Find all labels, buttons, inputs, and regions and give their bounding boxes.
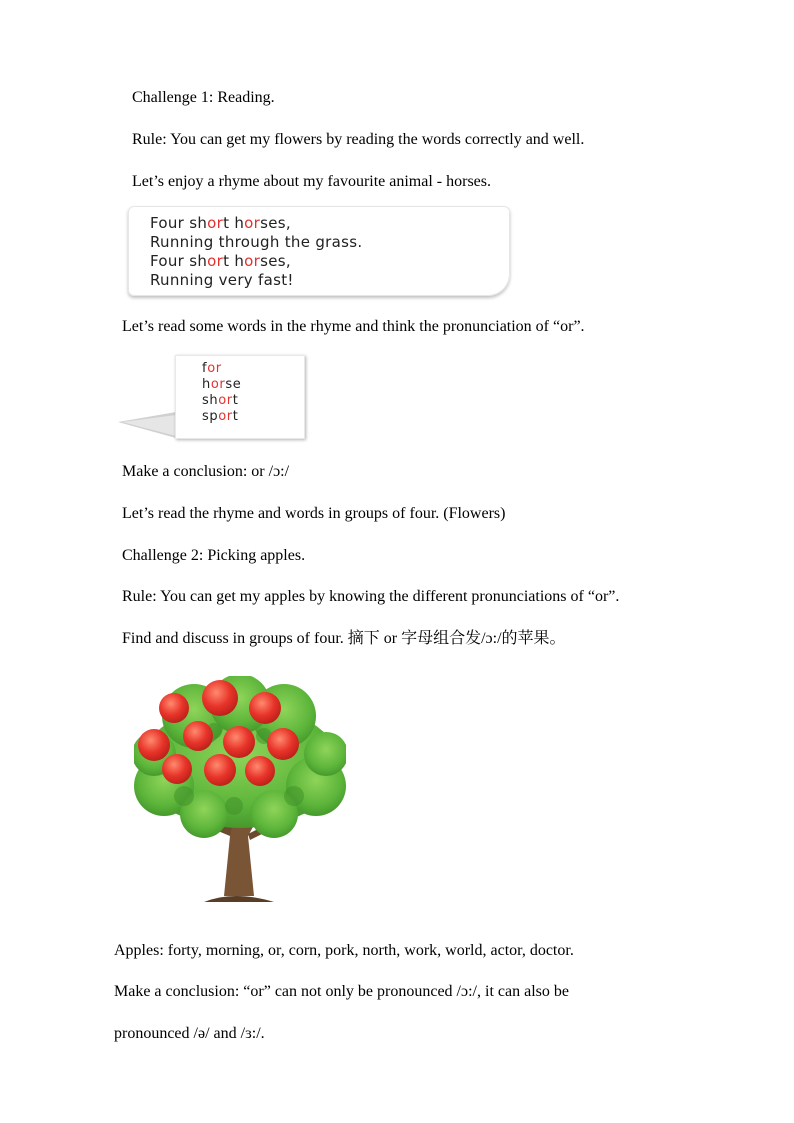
conclusion-2-line-1: Make a conclusion: “or” can not only be pronounced /ɔ:/, it can also be [114, 983, 569, 1000]
rhyme-intro: Let’s enjoy a rhyme about my favourite animal - horses. [132, 173, 492, 190]
discuss-instruction: Find and discuss in groups of four. 摘下 or 字母组合发/ɔ:/的苹果。 [122, 630, 566, 647]
rhyme-card [128, 206, 510, 296]
speech-pointer-icon [118, 412, 178, 438]
rhyme-line-4: Running very fast! [150, 271, 294, 289]
groups-instruction: Let’s read the rhyme and words in groups of four. (Flowers) [122, 505, 506, 522]
challenge1-rule: Rule: You can get my flowers by reading the words correctly and well. [132, 131, 585, 148]
rhyme-line-1: Four short horses, [150, 214, 291, 232]
read-words-instruction: Let’s read some words in the rhyme and think the pronunciation of “or”. [122, 318, 585, 335]
rhyme-line-3: Four short horses, [150, 252, 291, 270]
conclusion-2-line-2: pronounced /ə/ and /ɜ:/. [114, 1025, 265, 1042]
apples-word-list: Apples: forty, morning, or, corn, pork, north, work, world, actor, doctor. [114, 942, 574, 959]
conclusion-1: Make a conclusion: or /ɔ:/ [122, 463, 290, 480]
challenge2-rule: Rule: You can get my apples by knowing the different pronunciations of “or”. [122, 588, 620, 605]
word-horse: horse [202, 377, 242, 392]
challenge1-title: Challenge 1: Reading. [132, 89, 275, 106]
words-card [175, 355, 305, 439]
challenge2-title: Challenge 2: Picking apples. [122, 547, 306, 564]
word-for: for [202, 361, 222, 376]
word-sport: sport [202, 409, 239, 424]
word-short: short [202, 393, 239, 408]
rhyme-line-2: Running through the grass. [150, 233, 363, 251]
apple-tree-icon [134, 676, 346, 906]
